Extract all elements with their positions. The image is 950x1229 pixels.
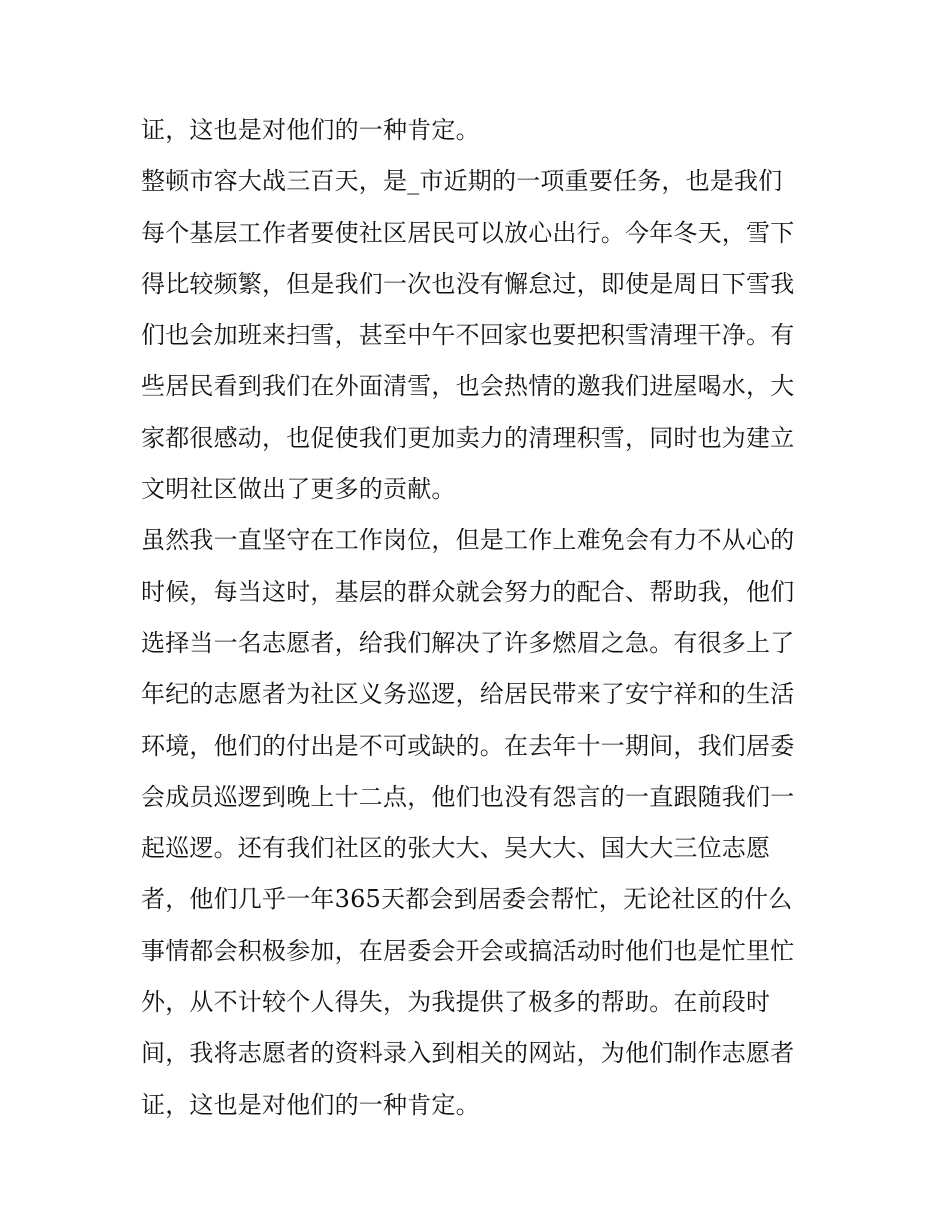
text-line: 间，我将志愿者的资料录入到相关的网站，为他们制作志愿者 [141,1039,795,1068]
text-line: 起巡逻。还有我们社区的张大大、吴大大、国大大三位志愿 [141,834,771,863]
text-line: 外，从不计较个人得失，为我提供了极多的帮助。在前段时 [141,988,771,1017]
text-line: 事情都会积极参加，在居委会开会或搞活动时他们也是忙里忙 [141,936,795,965]
text-line: 年纪的志愿者为社区义务巡逻，给居民带来了安宁祥和的生活 [141,680,795,709]
text-line: 时候，每当这时，基层的群众就会努力的配合、帮助我，他们 [141,577,795,606]
text-line: 家都很感动，也促使我们更加卖力的清理积雪，同时也为建立 [141,423,795,452]
text-line: 得比较频繁，但是我们一次也没有懈怠过，即使是周日下雪我 [141,269,795,298]
text-line: 证，这也是对他们的一种肯定。 [141,1090,480,1119]
text-line: 们也会加班来扫雪，甚至中午不回家也要把积雪清理干净。有 [141,321,795,350]
text-line: 整顿市容大战三百天，是_市近期的一项重要任务，也是我们 [141,167,783,196]
body-text [141,108,821,1134]
text-line: 每个基层工作者要使社区居民可以放心出行。今年冬天，雪下 [141,218,795,247]
text-line: 些居民看到我们在外面清雪，也会热情的邀我们进屋喝水，大 [141,372,795,401]
text-line: 环境，他们的付出是不可或缺的。在去年十一期间，我们居委 [141,731,795,760]
text-line: 者，他们几乎一年365天都会到居委会帮忙，无论社区的什么 [141,885,793,914]
text-line: 选择当一名志愿者，给我们解决了许多燃眉之急。有很多上了 [141,628,795,657]
text-line: 虽然我一直坚守在工作岗位，但是工作上难免会有力不从心的 [141,526,795,555]
text-line: 文明社区做出了更多的贡献。 [141,475,456,504]
text-line: 会成员巡逻到晚上十二点，他们也没有怨言的一直跟随我们一 [141,782,795,811]
text-line: 证，这也是对他们的一种肯定。 [141,116,480,144]
